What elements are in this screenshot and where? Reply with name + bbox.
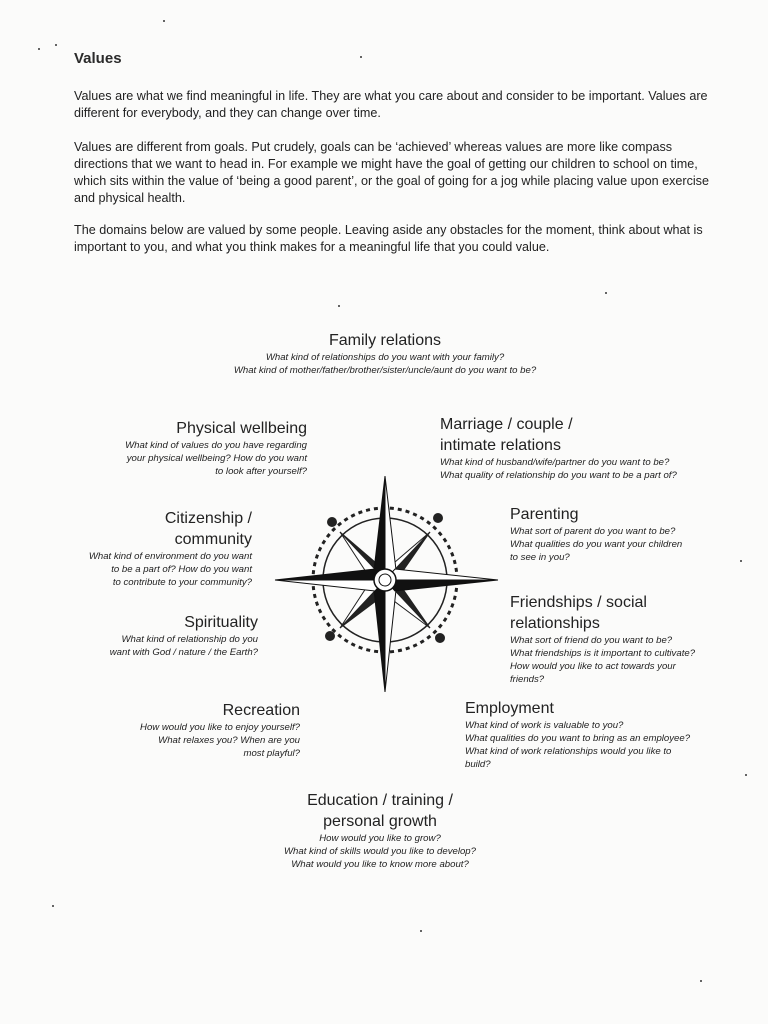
domain-question: What relaxes you? When are you	[158, 735, 300, 746]
domain-education	[230, 790, 530, 871]
scan-speck	[338, 305, 340, 307]
domain-question: want with God / nature / the Earth?	[109, 647, 258, 658]
domain-title: personal growth	[323, 813, 437, 830]
domain-question: to look after yourself?	[215, 466, 307, 477]
domain-recreation	[100, 700, 300, 760]
domain-question: What kind of relationship do you	[121, 634, 258, 645]
domain-question: to contribute to your community?	[112, 577, 252, 588]
domain-question: What qualities do you want your children	[510, 539, 683, 550]
scan-speck	[605, 292, 607, 294]
domain-question: What kind of environment do you want	[88, 551, 252, 562]
page-title: Values	[74, 50, 122, 67]
domain-title: Family relations	[328, 332, 442, 349]
compass-rose-icon	[270, 470, 500, 700]
domain-spirituality	[60, 612, 258, 659]
goals-paragraph: Values are different from goals. Put crudely, goals can be ‘achieved’ whereas values are more like compass directions that we want to head in. For example we might have the goal of getting our children to school on time, which sits within the value of ‘being a good parent’, or the goal of going for a jog while placing value upon exercise and physical health.	[74, 140, 709, 205]
domain-question: What sort of parent do you want to be?	[510, 526, 676, 537]
scan-speck	[360, 56, 362, 58]
scan-speck	[52, 905, 54, 907]
domain-title: Citizenship /	[164, 510, 252, 527]
domain-title: Marriage / couple /	[440, 416, 573, 433]
domain-title: Education / training /	[307, 792, 453, 809]
domain-question: How would you like to act towards your	[510, 661, 676, 672]
domain-question: What kind of work is valuable to you?	[465, 720, 624, 731]
domain-question: What kind of husband/wife/partner do you want to be?	[440, 457, 670, 468]
scan-speck	[745, 774, 747, 776]
domain-question: What kind of work relationships would you like to	[465, 746, 672, 757]
domain-title: Parenting	[510, 506, 579, 523]
domain-question: What kind of relationships do you want with your family?	[265, 352, 505, 363]
domain-question: What quality of relationship do you want to be a part of?	[440, 470, 677, 481]
scan-speck	[420, 930, 422, 932]
domain-title: relationships	[510, 615, 600, 632]
domain-question: friends?	[510, 674, 545, 685]
domain-title: community	[174, 531, 252, 548]
domain-employment	[465, 698, 725, 771]
scan-speck	[163, 20, 165, 22]
domain-question: your physical wellbeing? How do you want	[126, 453, 307, 464]
domain-title: Employment	[465, 700, 554, 717]
domain-parenting	[510, 504, 720, 564]
domain-question: to be a part of? How do you want	[111, 564, 252, 575]
domain-family-relations	[190, 330, 580, 377]
scan-speck	[700, 980, 702, 982]
domain-question: build?	[465, 759, 491, 770]
domain-question: How would you like to grow?	[319, 833, 441, 844]
domain-title: Friendships / social	[510, 594, 647, 611]
domain-question: How would you like to enjoy yourself?	[140, 722, 300, 733]
domain-question: What kind of values do you have regarding	[125, 440, 307, 451]
scan-speck	[38, 48, 40, 50]
domain-title: intimate relations	[440, 437, 561, 454]
domain-question: most playful?	[243, 748, 300, 759]
domain-physical-wellbeing	[82, 418, 307, 478]
domain-question: What sort of friend do you want to be?	[510, 635, 673, 646]
domain-title: Spirituality	[184, 614, 258, 631]
domain-title: Physical wellbeing	[176, 420, 307, 437]
domain-friendships	[510, 592, 735, 686]
domain-question: to see in you?	[510, 552, 570, 563]
domain-question: What qualities do you want to bring as an employee?	[465, 733, 691, 744]
domain-question: What would you like to know more about?	[291, 859, 469, 870]
scan-speck	[740, 560, 742, 562]
domain-title: Recreation	[222, 702, 300, 719]
domain-question: What kind of skills would you like to develop?	[284, 846, 476, 857]
domains-paragraph: The domains below are valued by some people. Leaving aside any obstacles for the moment, think about what is important to you, and what you think makes for a meaningful life that you could value.	[74, 223, 703, 254]
domain-question: What friendships is it important to cultivate?	[510, 648, 696, 659]
scan-speck	[55, 44, 57, 46]
domain-question: What kind of mother/father/brother/sister/uncle/aunt do you want to be?	[233, 365, 537, 376]
domain-citizenship	[60, 508, 252, 589]
intro-paragraph: Values are what we find meaningful in life. They are what you care about and consider to be important. Values are different for everybody, and they can change over time.	[74, 89, 708, 120]
